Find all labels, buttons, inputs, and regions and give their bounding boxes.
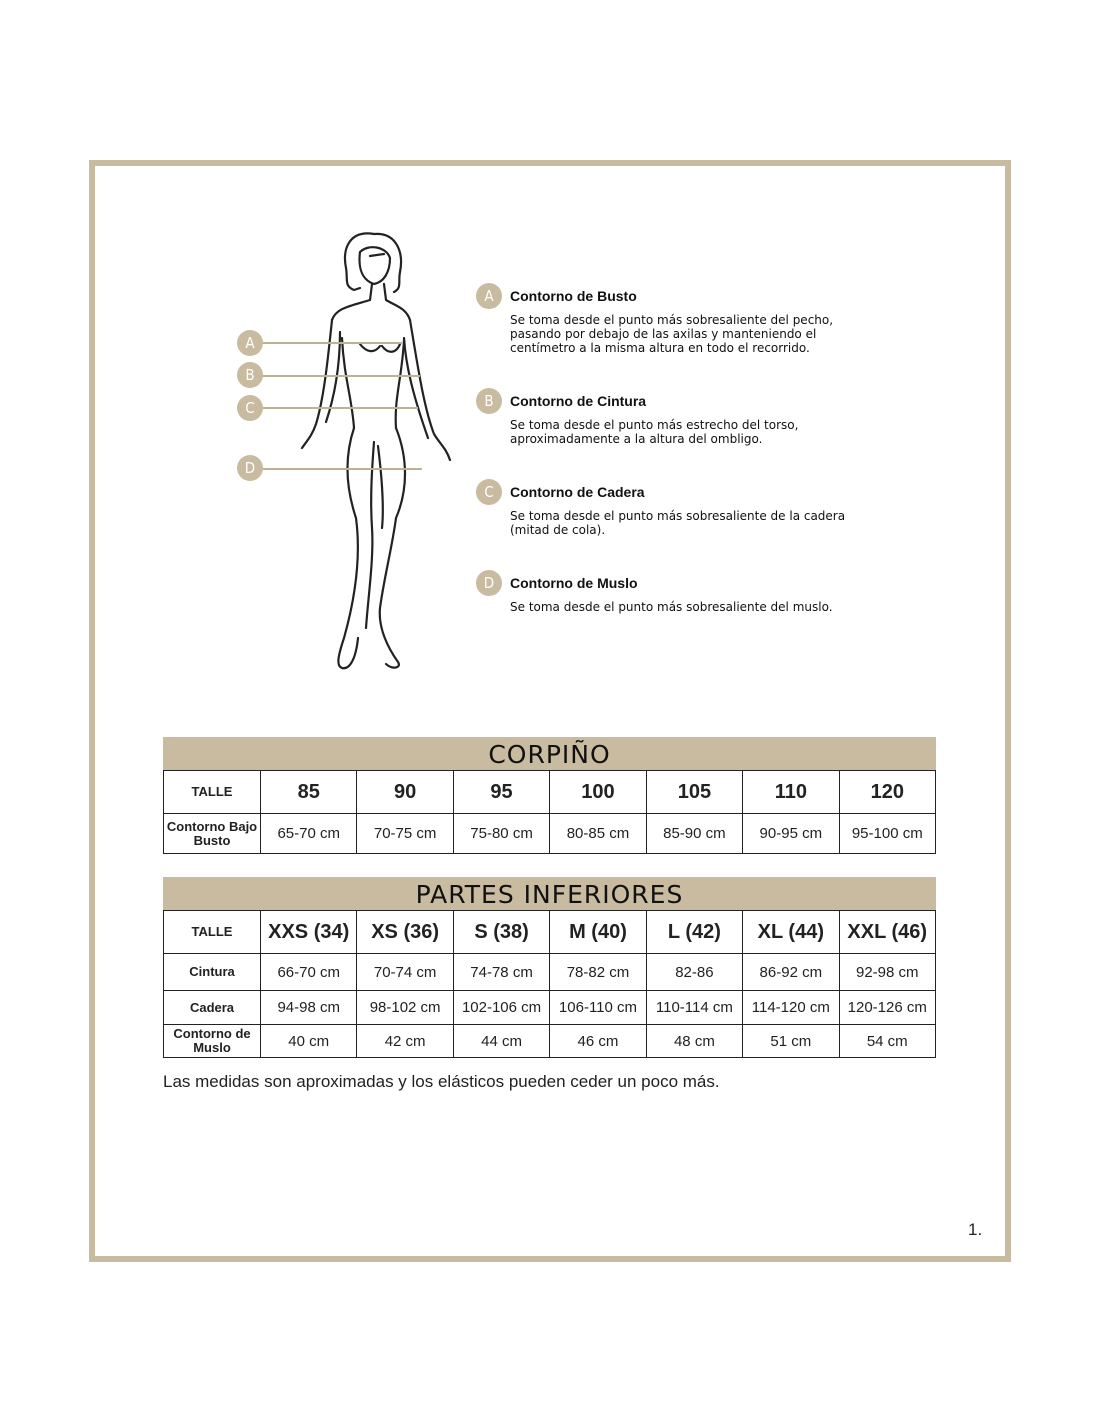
inferiores-value: 66-70 cm bbox=[261, 954, 357, 991]
corpino-bajo-busto-row bbox=[164, 814, 936, 854]
corpino-value: 65-70 cm bbox=[261, 814, 357, 854]
inferiores-value: 51 cm bbox=[743, 1025, 839, 1058]
corpino-size: 85 bbox=[261, 771, 357, 814]
inferiores-size: XXS (34) bbox=[261, 911, 357, 954]
legend-b-desc: Se toma desde el punto más estrecho del torso, aproximadamente a la altura del ombligo. bbox=[510, 418, 799, 446]
corpino-value: 70-75 cm bbox=[357, 814, 453, 854]
inferiores-cadera-row bbox=[164, 991, 936, 1025]
marker-b: B bbox=[237, 362, 263, 388]
line-b bbox=[262, 375, 420, 377]
legend-c-title: Contorno de Cadera bbox=[510, 484, 645, 500]
inferiores-row-label: Cintura bbox=[164, 954, 261, 991]
inferiores-size: M (40) bbox=[550, 911, 646, 954]
line-a bbox=[262, 342, 402, 344]
inferiores-value: 42 cm bbox=[357, 1025, 453, 1058]
inferiores-talle-label: TALLE bbox=[164, 911, 261, 954]
inferiores-table bbox=[163, 877, 936, 1058]
line-c bbox=[262, 407, 418, 409]
inferiores-value: 110-114 cm bbox=[646, 991, 742, 1025]
corpino-value: 85-90 cm bbox=[646, 814, 742, 854]
corpino-talle-label: TALLE bbox=[164, 771, 261, 814]
corpino-size: 110 bbox=[743, 771, 839, 814]
legend-d-desc: Se toma desde el punto más sobresaliente del muslo. bbox=[510, 600, 833, 614]
corpino-size: 90 bbox=[357, 771, 453, 814]
corpino-size: 120 bbox=[839, 771, 935, 814]
corpino-value: 95-100 cm bbox=[839, 814, 935, 854]
corpino-size: 105 bbox=[646, 771, 742, 814]
inferiores-muslo-row bbox=[164, 1025, 936, 1058]
inferiores-value: 74-78 cm bbox=[453, 954, 549, 991]
inferiores-size: XXL (46) bbox=[839, 911, 935, 954]
legend-b-title: Contorno de Cintura bbox=[510, 393, 647, 409]
inferiores-value: 92-98 cm bbox=[839, 954, 935, 991]
inferiores-value: 86-92 cm bbox=[743, 954, 839, 991]
inferiores-row-label: Contorno de Muslo bbox=[164, 1025, 261, 1058]
sizing-note: Las medidas son aproximadas y los elásticos pueden ceder un poco más. bbox=[163, 1072, 720, 1091]
inferiores-size: XS (36) bbox=[357, 911, 453, 954]
body-figure-illustration bbox=[232, 228, 472, 676]
inferiores-size: S (38) bbox=[453, 911, 549, 954]
corpino-title: CORPIÑO bbox=[163, 737, 936, 770]
corpino-table bbox=[163, 737, 936, 854]
legend-b-badge: B bbox=[476, 388, 502, 414]
inferiores-size: XL (44) bbox=[743, 911, 839, 954]
corpino-value: 90-95 cm bbox=[743, 814, 839, 854]
page-number: 1. bbox=[968, 1220, 983, 1239]
corpino-value: 80-85 cm bbox=[550, 814, 646, 854]
marker-a: A bbox=[237, 330, 263, 356]
inferiores-value: 102-106 cm bbox=[453, 991, 549, 1025]
inferiores-cintura-row bbox=[164, 954, 936, 991]
marker-d: D bbox=[237, 455, 263, 481]
corpino-size: 100 bbox=[550, 771, 646, 814]
inferiores-value: 98-102 cm bbox=[357, 991, 453, 1025]
inferiores-value: 48 cm bbox=[646, 1025, 742, 1058]
inferiores-value: 114-120 cm bbox=[743, 991, 839, 1025]
legend-a-desc: Se toma desde el punto más sobresaliente del pecho, pasando por debajo de las axilas y manteniendo el centímetro a la misma altura en todo el recorrido. bbox=[510, 313, 834, 355]
marker-c: C bbox=[237, 395, 263, 421]
inferiores-value: 40 cm bbox=[261, 1025, 357, 1058]
inferiores-value: 106-110 cm bbox=[550, 991, 646, 1025]
inferiores-value: 54 cm bbox=[839, 1025, 935, 1058]
legend-d-badge: D bbox=[476, 570, 502, 596]
corpino-value: 75-80 cm bbox=[453, 814, 549, 854]
line-d bbox=[262, 468, 422, 470]
inferiores-title: PARTES INFERIORES bbox=[163, 877, 936, 910]
inferiores-value: 82-86 bbox=[646, 954, 742, 991]
inferiores-value: 44 cm bbox=[453, 1025, 549, 1058]
inferiores-value: 46 cm bbox=[550, 1025, 646, 1058]
inferiores-value: 94-98 cm bbox=[261, 991, 357, 1025]
inferiores-size-row bbox=[164, 911, 936, 954]
legend-a-title: Contorno de Busto bbox=[510, 288, 637, 304]
legend-d-title: Contorno de Muslo bbox=[510, 575, 638, 591]
legend-c-desc: Se toma desde el punto más sobresaliente de la cadera (mitad de cola). bbox=[510, 509, 846, 537]
inferiores-value: 70-74 cm bbox=[357, 954, 453, 991]
corpino-size: 95 bbox=[453, 771, 549, 814]
corpino-row-label: Contorno Bajo Busto bbox=[164, 814, 261, 854]
corpino-size-row bbox=[164, 771, 936, 814]
inferiores-value: 120-126 cm bbox=[839, 991, 935, 1025]
inferiores-row-label: Cadera bbox=[164, 991, 261, 1025]
legend-c-badge: C bbox=[476, 479, 502, 505]
inferiores-value: 78-82 cm bbox=[550, 954, 646, 991]
inferiores-size: L (42) bbox=[646, 911, 742, 954]
legend-a-badge: A bbox=[476, 283, 502, 309]
